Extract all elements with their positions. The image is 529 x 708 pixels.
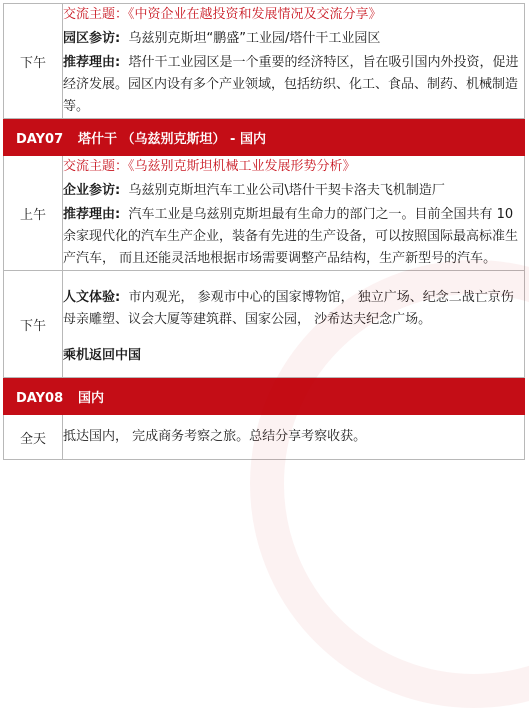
afternoon-row <box>4 271 525 378</box>
day-header-08 <box>4 378 525 415</box>
schedule-content <box>63 156 525 271</box>
itinerary-table <box>3 3 525 460</box>
recommend-reason: 推荐理由: 汽车工业是乌兹别克斯坦最有生命力的部门之一。目前全国共有 10 余家现代化的汽车生产企业，装备有先进的生产设备，可以按照国际最高标准生产汽车， 而且还能灵活地根据市场需要调整产品结构，生产新型号的汽车。 <box>63 207 519 266</box>
exchange-topic: 交流主题：《中资企业在越投资和发展情况及交流分享》 <box>63 7 382 22</box>
time-slot: 下午 <box>4 4 63 119</box>
schedule-content <box>63 415 525 460</box>
park-visit: 园区参访: 乌兹别克斯坦“鹏盛”工业园/塔什干工业园区 <box>63 31 381 46</box>
exchange-topic: 交流主题：《乌兹别克斯坦机械工业发展形势分析》 <box>63 159 356 174</box>
day-header-07 <box>4 119 525 156</box>
company-visit: 企业参访: 乌兹别克斯坦汽车工业公司\塔什干契卡洛夫飞机制造厂 <box>63 183 445 198</box>
day-number: DAY07 <box>16 131 64 147</box>
schedule-content <box>63 271 525 378</box>
arrival-summary: 抵达国内， 完成商务考察之旅。总结分享考察收获。 <box>63 429 367 444</box>
morning-row <box>4 156 525 271</box>
time-slot: 上午 <box>4 156 63 271</box>
recommend-reason: 推荐理由: 塔什干工业园区是一个重要的经济特区，旨在吸引国内外投资，促进经济发展。园区内设有多个产业领域，包括纺织、化工、食品、制药、机械制造等。 <box>63 55 519 114</box>
time-slot: 下午 <box>4 271 63 378</box>
schedule-content <box>63 4 525 119</box>
afternoon-row <box>4 4 525 119</box>
time-slot: 全天 <box>4 415 63 460</box>
day-title: 国内 <box>78 390 105 406</box>
culture-experience: 人文体验: 市内观光， 参观市中心的国家博物馆， 独立广场、纪念二战亡京伤母亲雕塑、议会大厦等建筑群、国家公园， 沙希达夫纪念广场。 <box>63 290 514 327</box>
day-number: DAY08 <box>16 390 64 406</box>
full-day-row <box>4 415 525 460</box>
return-flight: 乘机返回中国 <box>63 348 142 363</box>
day-title: 塔什干 （乌兹别克斯坦） - 国内 <box>78 131 266 147</box>
